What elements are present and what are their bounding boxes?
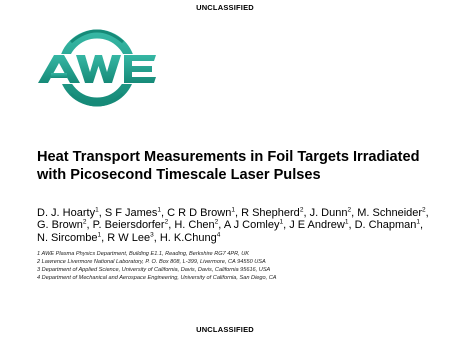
author: [357, 207, 429, 219]
author-name: J. Dunn: [309, 207, 348, 219]
author-affiliation-marker: 1: [344, 218, 349, 226]
author-name: G. Brown: [37, 219, 83, 232]
author-affiliation-marker: 2: [214, 218, 219, 226]
affiliation-line: 3 Department of Applied Science, University of California, Davis, Davis, California 95616, USA: [37, 266, 271, 273]
author-affiliation-marker: 1: [231, 206, 235, 214]
author-affiliation-marker: 1: [97, 230, 102, 238]
author-name: H. Chen: [174, 219, 215, 232]
author: [310, 207, 358, 219]
classification-banner-bottom: UNCLASSIFIED: [196, 325, 254, 334]
classification-banner-top: UNCLASSIFIED: [196, 3, 254, 12]
author-name: C R D Brown: [167, 207, 232, 219]
author-separator: ,: [348, 219, 355, 232]
author-affiliation-marker: 1: [95, 206, 99, 214]
author: [167, 207, 241, 219]
author: [241, 207, 309, 219]
author-separator: ,: [303, 207, 310, 219]
author: [107, 232, 160, 244]
author: [37, 207, 105, 219]
author-affiliation-marker: 2: [347, 206, 352, 214]
author-affiliation-marker: 4: [216, 230, 221, 238]
author: [289, 219, 354, 231]
author-name: N. Sircombe: [37, 231, 98, 244]
author: [160, 232, 221, 244]
author-affiliation-marker: 2: [164, 218, 169, 226]
author-affiliation-marker: 2: [299, 206, 304, 214]
author-separator: ,: [283, 219, 290, 232]
author-affiliation-marker: 2: [422, 206, 426, 214]
author-name: M. Schneider: [357, 207, 423, 219]
author-separator: ,: [218, 219, 224, 232]
author-name: H. K.Chung: [159, 231, 217, 244]
affiliation-line: 1 AWE Plasma Physics Department, Building E1.1, Reading, Berkshire RG7 4PR, UK: [37, 251, 250, 257]
author: [174, 219, 224, 231]
author: [37, 232, 107, 244]
author: [224, 219, 289, 231]
presentation-title: [37, 148, 437, 184]
author-separator: ,: [425, 207, 429, 219]
affiliation-line: 2 Lawrence Livermore National Laboratory, P. O. Box 808, L-399, Livermore, CA 94550 USA: [37, 258, 266, 265]
author-affiliation-marker: 1: [157, 206, 162, 214]
awe-logo: [34, 22, 160, 112]
author-list: [37, 207, 437, 244]
author-separator: ,: [153, 231, 160, 244]
author-name: D. J. Hoarty: [37, 207, 96, 219]
author-affiliation-marker: 1: [416, 218, 420, 226]
author-separator: ,: [168, 219, 175, 232]
title-line-1: Heat Transport Measurements in Foil Targets Irradiated: [37, 149, 420, 165]
author-name: S F James: [104, 207, 158, 219]
author-affiliation-marker: 1: [279, 218, 284, 226]
author-separator: ,: [161, 207, 168, 219]
author-affiliation-marker: 2: [82, 218, 87, 226]
author: [93, 219, 175, 231]
affiliation-list: [37, 251, 437, 283]
author: [37, 219, 93, 231]
author-separator: ,: [98, 207, 105, 219]
title-line-2: with Picosecond Timescale Laser Pulses: [37, 167, 321, 183]
author-separator: ,: [419, 219, 424, 232]
awe-logo-graphic: [34, 22, 160, 112]
author: [355, 219, 423, 231]
author: [105, 207, 167, 219]
affiliation-line: 4 Department of Mechanical and Aerospace Engineering, University of California, San Diego, CA: [37, 274, 277, 281]
author-separator: ,: [351, 207, 358, 219]
author-separator: ,: [234, 207, 242, 219]
author-name: D. Chapman: [354, 219, 417, 232]
author-affiliation-marker: 3: [150, 230, 154, 238]
author-name: P. Beiersdorfer: [92, 219, 165, 232]
author-separator: ,: [101, 231, 108, 244]
author-separator: ,: [86, 219, 93, 232]
author-name: R Shepherd: [241, 207, 300, 219]
author-name: R W Lee: [107, 231, 151, 244]
author-name: J E Andrew: [289, 219, 345, 232]
author-name: A J Comley: [223, 219, 280, 232]
